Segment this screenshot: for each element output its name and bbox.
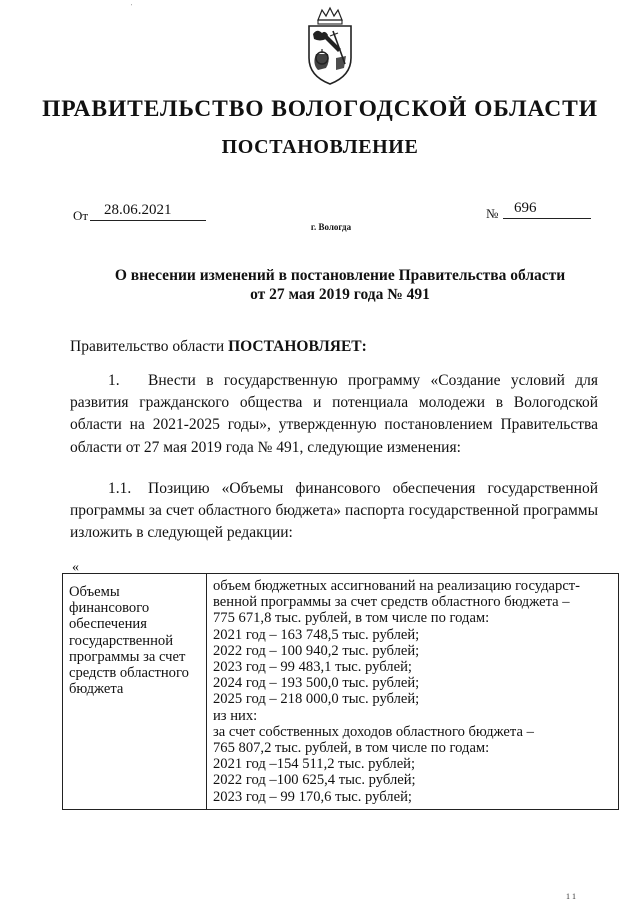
corner-mark: ' — [131, 4, 133, 10]
paragraph-text: Позицию «Объемы финансового обеспечения государственной программы за счет областного бюджета» паспорта государственной программы изложить в следующей редакции: — [70, 480, 598, 542]
value-line: 2023 год – 99 483,1 тыс. рублей; — [213, 659, 412, 676]
subject-line-2: от 27 мая 2019 года № 491 — [250, 286, 430, 303]
label-line: средств областного — [69, 665, 189, 682]
value-line: 775 671,8 тыс. рублей, в том числе по годам: — [213, 610, 490, 627]
coat-of-arms-emblem — [300, 6, 360, 88]
value-line: венной программы за счет средств областного бюджета – — [213, 594, 570, 611]
paragraph-text: Внести в государственную программу «Создание условий для развития гражданского общества и потенциала молодежи в Вологодской области на 2021-2025 годы», утвержденную постановлением Правительства области от 27 мая 2019 года № 491, следующие изменения: — [70, 372, 598, 456]
subject-line-1: О внесении изменений в постановление Правительства области — [114, 267, 566, 284]
label-line: обеспечения — [69, 616, 147, 633]
value-line: за счет собственных доходов областного бюджета – — [213, 723, 534, 740]
intro-paragraph — [70, 338, 367, 356]
paragraph-number: 1.1. — [108, 480, 132, 497]
value-line: 2022 год – 100 940,2 тыс. рублей; — [213, 642, 420, 659]
opening-quote: « — [72, 560, 79, 575]
financing-value-cell — [207, 574, 619, 810]
label-line: программы за счет — [69, 648, 186, 665]
value-line: 2021 год –154 511,2 тыс. рублей; — [213, 756, 416, 773]
page-marker: 1 1 — [566, 892, 576, 901]
financing-label-cell — [63, 574, 207, 810]
label-line: бюджета — [69, 681, 124, 698]
city-name: г. Вологда — [310, 222, 352, 232]
value-line: 2024 год – 193 500,0 тыс. рублей; — [213, 675, 420, 692]
document-number: 696 — [503, 200, 591, 219]
label-line: Объемы — [69, 584, 120, 600]
intro-text: Правительство области — [70, 338, 229, 355]
label-line: государственной — [69, 632, 174, 649]
paragraph-number: 1. — [108, 372, 120, 389]
value-line: 2022 год –100 625,4 тыс. рублей; — [213, 772, 416, 789]
table-row — [63, 574, 619, 810]
value-line: объем бюджетных ассигнований на реализацию государст- — [213, 578, 581, 594]
financing-table — [62, 573, 619, 810]
value-line: 2021 год – 163 748,5 тыс. рублей; — [213, 626, 420, 643]
document-type: ПОСТАНОВЛЕНИЕ — [221, 136, 419, 158]
value-line: 2023 год – 99 170,6 тыс. рублей; — [213, 788, 412, 805]
value-line: из них: — [213, 707, 258, 724]
document-date: 28.06.2021 — [90, 202, 206, 221]
paragraph-1 — [70, 370, 598, 459]
document-subject — [70, 266, 610, 304]
number-sign: № — [486, 206, 499, 221]
intro-decree-word: ПОСТАНОВЛЯЕТ: — [228, 338, 367, 355]
date-prefix: От — [73, 208, 89, 223]
value-line: 2025 год – 218 000,0 тыс. рублей; — [213, 691, 420, 708]
label-line: финансового — [69, 600, 150, 617]
government-title: ПРАВИТЕЛЬСТВО ВОЛОГОДСКОЙ ОБЛАСТИ — [42, 96, 598, 122]
value-line: 765 807,2 тыс. рублей, в том числе по годам: — [213, 740, 490, 757]
paragraph-1-1 — [70, 478, 598, 545]
